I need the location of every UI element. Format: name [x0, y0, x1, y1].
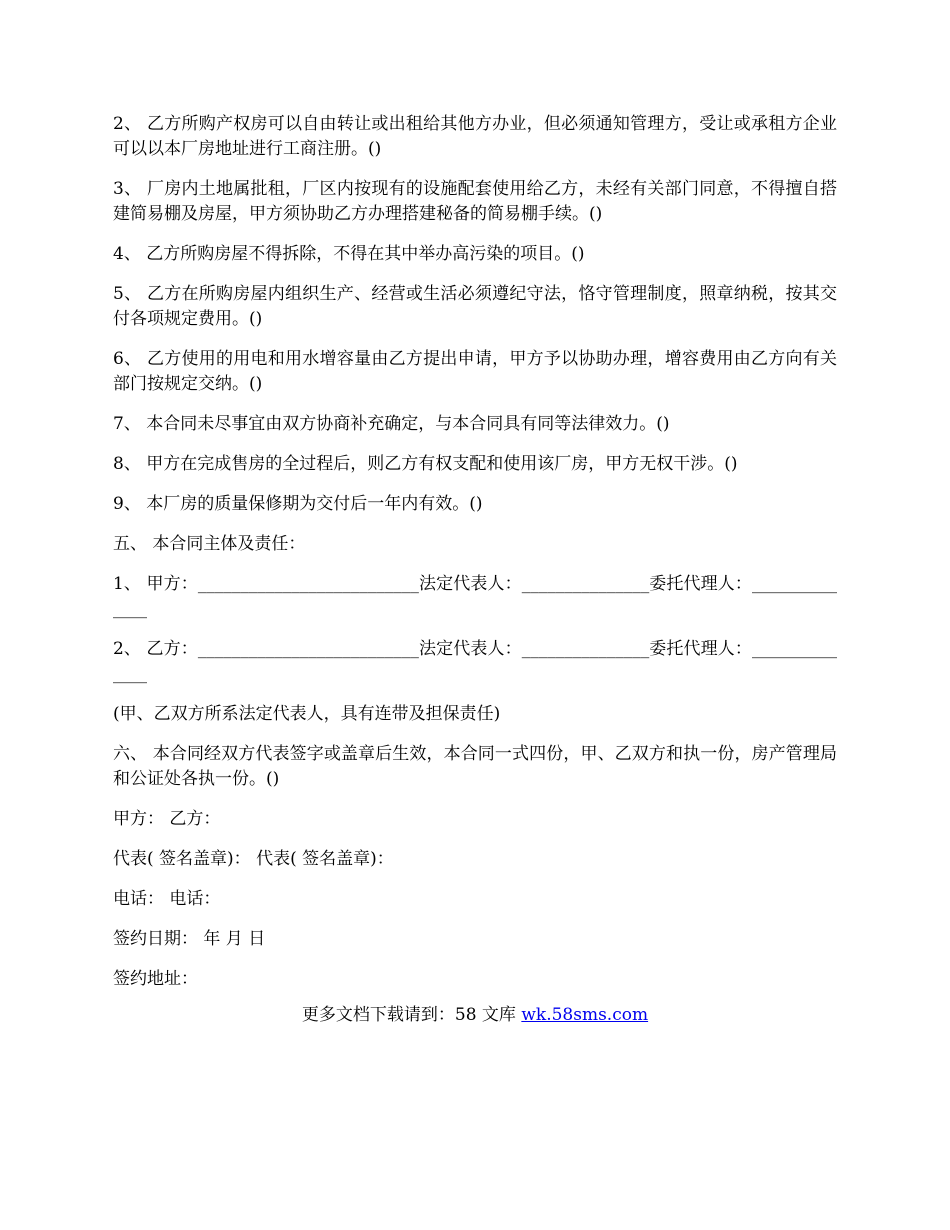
signature-phones: 电话： 电话：: [113, 889, 221, 909]
clause-4: 4、 乙方所购房屋不得拆除，不得在其中举办高污染的项目。(): [113, 244, 585, 264]
clause-6: 6、 乙方使用的用电和用水增容量由乙方提出申请，甲方予以协助办理，增容费用由乙方向有关部门按规定交纳。(): [113, 349, 837, 394]
clause-2: 2、 乙方所购产权房可以自由转让或出租给其他方办业，但必须通知管理方，受让或承租方企业可以以本厂房地址进行工商注册。(): [113, 114, 837, 159]
signature-place: 签约地址：: [113, 969, 198, 989]
liability-note: (甲、乙双方所系法定代表人，具有连带及担保责任): [113, 704, 501, 724]
contract-body: [113, 112, 837, 1007]
signature-parties: 甲方： 乙方：: [113, 809, 221, 829]
clause-7: 7、 本合同未尽事宜由双方协商补充确定，与本合同具有同等法律效力。(): [113, 414, 670, 434]
section-6-text: 六、 本合同经双方代表签字或盖章后生效，本合同一式四份，甲、乙双方和执一份，房产管理局和公证处各执一份。(): [113, 744, 837, 789]
clause-8: 8、 甲方在完成售房的全过程后，则乙方有权支配和使用该厂房，甲方无权干涉。(): [113, 454, 738, 474]
signature-representatives: 代表( 签名盖章)： 代表( 签名盖章)：: [113, 849, 394, 869]
signature-date: 签约日期： 年 月 日: [113, 929, 266, 949]
clause-5: 5、 乙方在所购房屋内组织生产、经营或生活必须遵纪守法，恪守管理制度，照章纳税，按其交付各项规定费用。(): [113, 284, 837, 329]
footer-prefix: 更多文档下载请到：58 文库: [301, 1005, 522, 1025]
clause-3: 3、 厂房内土地属批租，厂区内按现有的设施配套使用给乙方，未经有关部门同意，不得擅自搭建简易棚及房屋，甲方须协助乙方办理搭建秘备的简易棚手续。(): [113, 179, 837, 224]
section-5-heading: 五、 本合同主体及责任：: [113, 534, 306, 554]
clause-9: 9、 本厂房的质量保修期为交付后一年内有效。(): [113, 494, 483, 514]
party-a-line: 1、 甲方：__________________________法定代表人：_______________委托代理人：______________: [113, 574, 837, 619]
download-footer: [0, 1003, 950, 1028]
download-link[interactable]: wk.58sms.com: [521, 1005, 649, 1025]
party-b-line: 2、 乙方：__________________________法定代表人：_______________委托代理人：______________: [113, 639, 837, 684]
